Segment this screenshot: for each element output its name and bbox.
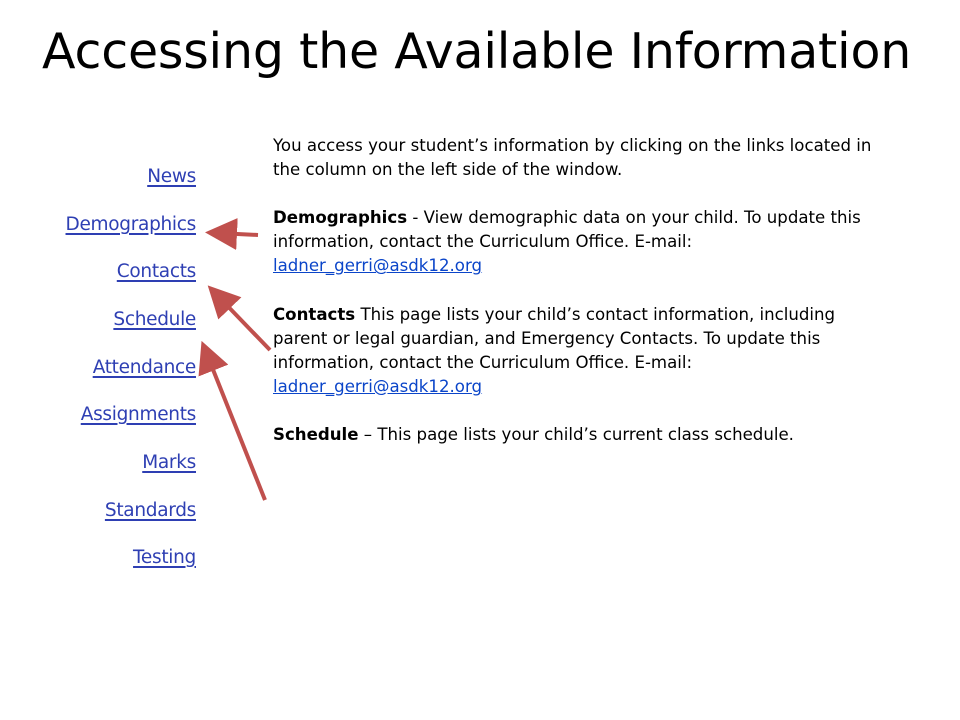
- nav-item-news[interactable]: [147, 166, 196, 187]
- arrow-to-demographics: [217, 233, 258, 235]
- schedule-text: – This page lists your child’s current class schedule.: [358, 425, 794, 445]
- nav-item-contacts[interactable]: [117, 261, 196, 282]
- nav-item-standards[interactable]: [105, 500, 196, 521]
- nav-item-schedule[interactable]: [113, 309, 196, 330]
- nav-item-demographics[interactable]: [66, 214, 196, 235]
- demographics-paragraph: [273, 206, 893, 278]
- nav-item-testing[interactable]: [133, 547, 196, 568]
- demographics-text: - View demographic data on your child. To update this information, contact the Curriculum Office. E-mail:: [273, 208, 861, 252]
- nav-link-contacts[interactable]: Contacts: [116, 261, 196, 282]
- nav-link-standards[interactable]: Standards: [104, 500, 196, 521]
- page-title: Accessing the Available Information: [42, 23, 912, 80]
- nav-link-marks[interactable]: Marks: [142, 452, 196, 473]
- nav-link-news[interactable]: News: [147, 166, 196, 187]
- nav-link-attendance[interactable]: Attendance: [92, 357, 196, 378]
- intro-text: You access your student’s information by clicking on the links located in the column on the left side of the window.: [273, 136, 872, 180]
- contacts-heading: Contacts: [273, 304, 356, 324]
- contacts-paragraph: [273, 303, 893, 399]
- intro-paragraph: [273, 134, 893, 182]
- nav-link-demographics[interactable]: Demographics: [65, 214, 196, 235]
- arrow-to-contacts: [216, 294, 270, 350]
- demographics-email-link[interactable]: ladner_gerri@asdk12.org: [273, 256, 483, 276]
- demographics-heading: Demographics: [273, 208, 408, 228]
- contacts-email-link[interactable]: ladner_gerri@asdk12.org: [273, 376, 483, 396]
- nav-item-marks[interactable]: [142, 452, 196, 473]
- arrow-to-schedule: [206, 352, 265, 500]
- nav-item-attendance[interactable]: [93, 357, 196, 378]
- nav-item-assignments[interactable]: [81, 404, 196, 425]
- nav-link-schedule[interactable]: Schedule: [113, 309, 196, 330]
- nav-link-testing[interactable]: Testing: [133, 547, 196, 568]
- schedule-paragraph: [273, 423, 893, 447]
- schedule-heading: Schedule: [273, 425, 359, 445]
- nav-link-assignments[interactable]: Assignments: [80, 404, 196, 425]
- info-text: [273, 134, 893, 471]
- contacts-text: This page lists your child’s contact information, including parent or legal guardian, and Emergency Contacts. To update this information, contact the Curriculum Office. E-mail:: [273, 304, 836, 372]
